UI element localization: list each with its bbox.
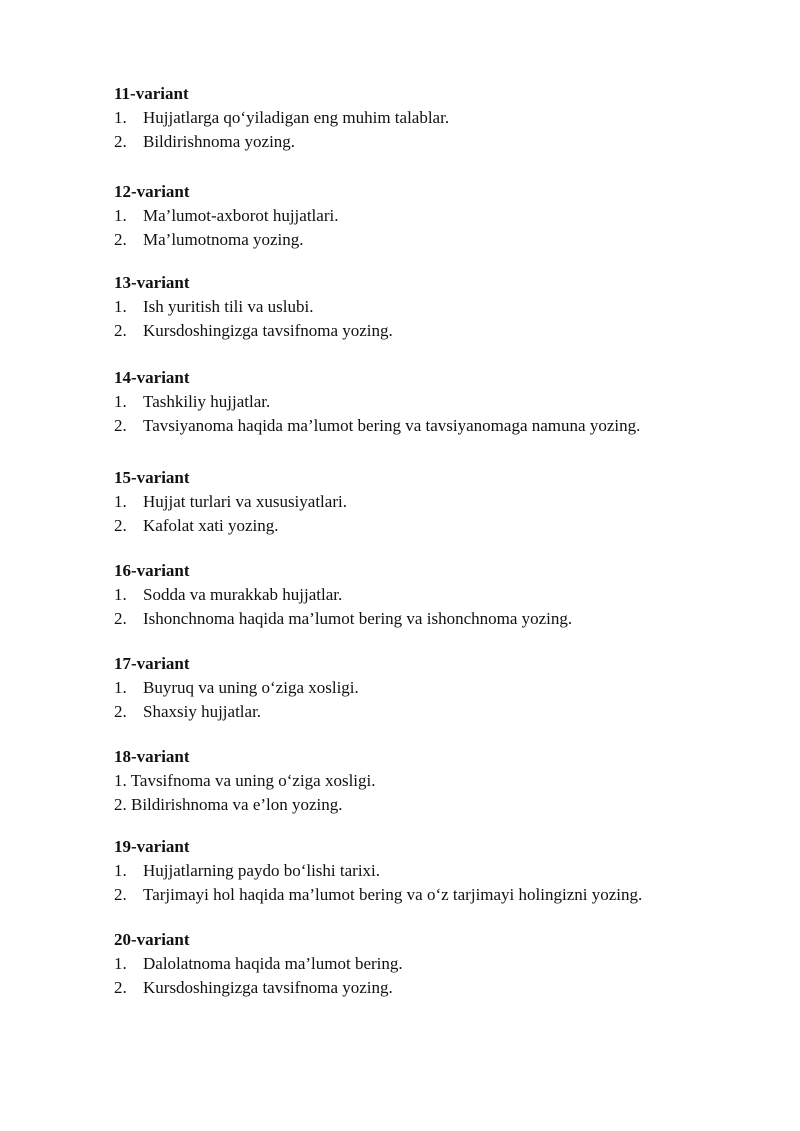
item-text: Ma’lumotnoma yozing. bbox=[143, 230, 304, 249]
variant-13 bbox=[114, 272, 754, 344]
variant-title: 11-variant bbox=[114, 84, 189, 103]
item-text: Ish yuritish tili va uslubi. bbox=[143, 297, 314, 316]
list-item bbox=[114, 391, 754, 415]
variant-title: 16-variant bbox=[114, 561, 190, 580]
list-item bbox=[114, 131, 754, 155]
item-number: 2. bbox=[114, 609, 127, 628]
item-number: 1. bbox=[114, 108, 127, 127]
list-item bbox=[114, 977, 754, 1001]
variant-title: 13-variant bbox=[114, 273, 190, 292]
variant-20 bbox=[114, 929, 754, 1001]
item-text: Tavsifnoma va uning o‘ziga xosligi. bbox=[130, 771, 376, 790]
variant-title: 17-variant bbox=[114, 654, 190, 673]
item-text: Ma’lumot-axborot hujjatlari. bbox=[143, 206, 339, 225]
item-number: 2. bbox=[114, 132, 127, 151]
item-number: 2. bbox=[114, 416, 127, 435]
item-number: 2. bbox=[114, 321, 127, 340]
item-number: 2. bbox=[114, 702, 127, 721]
list-item bbox=[114, 415, 754, 439]
item-number: 1. bbox=[114, 771, 127, 790]
item-text: Tavsiyanoma haqida ma’lumot bering va tavsiyanomaga namuna yozing. bbox=[143, 416, 641, 435]
list-item bbox=[114, 608, 754, 632]
item-number: 1. bbox=[114, 392, 127, 411]
variant-17 bbox=[114, 653, 754, 725]
list-item bbox=[114, 860, 754, 884]
variant-title: 18-variant bbox=[114, 747, 190, 766]
list-item bbox=[114, 884, 754, 908]
list-item bbox=[114, 770, 754, 794]
list-item bbox=[114, 701, 754, 725]
item-text: Bildirishnoma yozing. bbox=[143, 132, 296, 151]
item-number: 1. bbox=[114, 861, 127, 880]
item-text: Buyruq va uning o‘ziga xosligi. bbox=[143, 678, 359, 697]
item-number: 2. bbox=[114, 795, 127, 814]
variant-title: 14-variant bbox=[114, 368, 190, 387]
list-item bbox=[114, 229, 754, 253]
item-text: Hujjatlarning paydo bo‘lishi tarixi. bbox=[143, 861, 381, 880]
item-number: 2. bbox=[114, 516, 127, 535]
item-number: 2. bbox=[114, 230, 127, 249]
variant-15 bbox=[114, 467, 754, 539]
item-number: 1. bbox=[114, 678, 127, 697]
variant-19 bbox=[114, 836, 754, 908]
item-number: 2. bbox=[114, 885, 127, 904]
item-text: Hujjat turlari va xususiyatlari. bbox=[143, 492, 347, 511]
item-text: Kursdoshingizga tavsifnoma yozing. bbox=[143, 321, 393, 340]
item-text: Tashkiliy hujjatlar. bbox=[143, 392, 271, 411]
variant-title: 15-variant bbox=[114, 468, 190, 487]
item-text: Ishonchnoma haqida ma’lumot bering va ishonchnoma yozing. bbox=[143, 609, 573, 628]
list-item bbox=[114, 794, 754, 818]
item-text: Dalolatnoma haqida ma’lumot bering. bbox=[143, 954, 403, 973]
item-number: 1. bbox=[114, 297, 127, 316]
variant-11 bbox=[114, 83, 754, 155]
list-item bbox=[114, 491, 754, 515]
item-number: 1. bbox=[114, 206, 127, 225]
item-number: 1. bbox=[114, 585, 127, 604]
item-number: 1. bbox=[114, 954, 127, 973]
variant-title: 20-variant bbox=[114, 930, 190, 949]
item-text: Sodda va murakkab hujjatlar. bbox=[143, 585, 343, 604]
variant-title: 19-variant bbox=[114, 837, 190, 856]
item-number: 2. bbox=[114, 978, 127, 997]
list-item bbox=[114, 296, 754, 320]
item-text: Bildirishnoma va e’lon yozing. bbox=[131, 795, 343, 814]
list-item bbox=[114, 515, 754, 539]
item-text: Shaxsiy hujjatlar. bbox=[143, 702, 262, 721]
variant-18 bbox=[114, 746, 754, 818]
list-item bbox=[114, 584, 754, 608]
item-text: Hujjatlarga qo‘yiladigan eng muhim talablar. bbox=[143, 108, 450, 127]
item-text: Tarjimayi hol haqida ma’lumot bering va o‘z tarjimayi holingizni yozing. bbox=[143, 885, 643, 904]
variant-title: 12-variant bbox=[114, 182, 190, 201]
variant-16 bbox=[114, 560, 754, 632]
item-number: 1. bbox=[114, 492, 127, 511]
item-text: Kafolat xati yozing. bbox=[143, 516, 279, 535]
list-item bbox=[114, 107, 754, 131]
list-item bbox=[114, 953, 754, 977]
list-item bbox=[114, 205, 754, 229]
variant-12 bbox=[114, 181, 754, 253]
item-text: Kursdoshingizga tavsifnoma yozing. bbox=[143, 978, 393, 997]
variant-14 bbox=[114, 367, 754, 439]
list-item bbox=[114, 320, 754, 344]
list-item bbox=[114, 677, 754, 701]
